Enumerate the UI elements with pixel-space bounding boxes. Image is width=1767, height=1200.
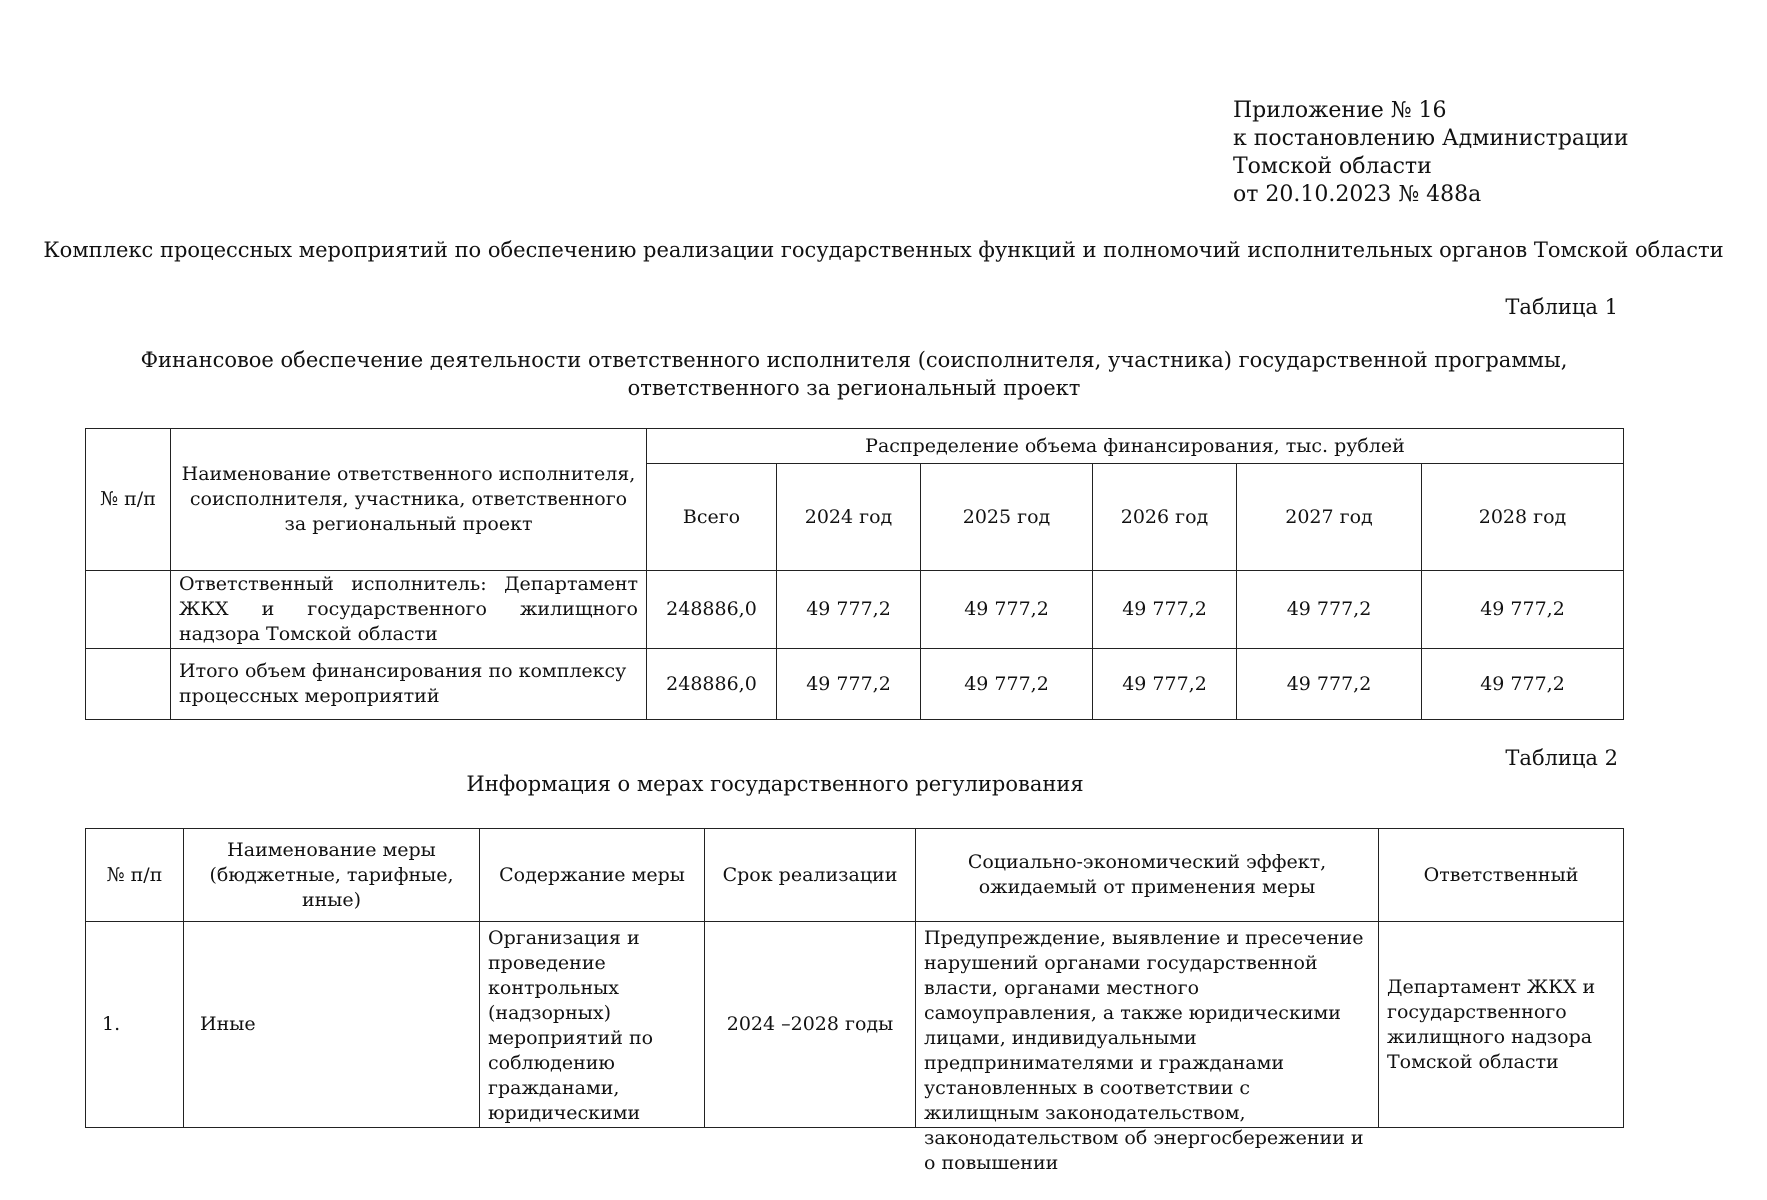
- header-cell-responsible: Ответственный: [1379, 829, 1624, 922]
- cell-value: 49 777,2: [1422, 571, 1624, 649]
- header-cell-year: 2027 год: [1237, 464, 1422, 571]
- header-cell-year: 2024 год: [777, 464, 921, 571]
- cell-total: 248886,0: [647, 649, 777, 720]
- appendix-block: [1233, 97, 1629, 209]
- header-cell-year: 2025 год: [921, 464, 1093, 571]
- cell-num: 1.: [86, 922, 184, 1128]
- cell-term: 2024 –2028 годы: [705, 922, 916, 1128]
- header-cell-year: 2028 год: [1422, 464, 1624, 571]
- cell-num: [86, 571, 171, 649]
- table1-title: Финансовое обеспечение деятельности ответственного исполнителя (соисполнителя, участника) государственной программы, ответственного за региональный проект: [140, 348, 1568, 400]
- appendix-line: Приложение № 16: [1233, 98, 1447, 123]
- header-cell-effect: Социально-экономический эффект, ожидаемый от применения меры: [916, 829, 1379, 922]
- table-row: [86, 571, 1624, 649]
- cell-effect-text: Предупреждение, выявление и пресечение нарушений органами государственной власти, органами местного самоуправления, а также юридическими лицами, индивидуальными предпринимателями и гражданами установленных в соответствии с жилищным законодательством, законодательством об энергосбережении и о повышении: [924, 927, 1364, 1174]
- table-header-row: [86, 429, 1624, 464]
- cell-effect: [916, 922, 1379, 1174]
- cell-responsible: Департамент ЖКХ и государственного жилищного надзора Томской области: [1379, 922, 1624, 1128]
- header-cell-num: № п/п: [86, 829, 184, 922]
- regulation-table: [85, 828, 1624, 1174]
- cell-name: Итого объем финансирования по комплексу процессных мероприятий: [171, 649, 647, 720]
- table2-label: Таблица 2: [1505, 746, 1618, 770]
- cell-value: 49 777,2: [921, 649, 1093, 720]
- header-cell-total: Всего: [647, 464, 777, 571]
- cell-value: 49 777,2: [1093, 649, 1237, 720]
- header-cell-name: Наименование ответственного исполнителя, соисполнителя, участника, ответственного за региональный проект: [171, 429, 647, 571]
- cell-value: 49 777,2: [1237, 571, 1422, 649]
- cell-total: 248886,0: [647, 571, 777, 649]
- financing-table: [85, 428, 1624, 720]
- cell-value: 49 777,2: [777, 649, 921, 720]
- table-header-row: [86, 829, 1624, 922]
- appendix-line: к постановлению Администрации: [1233, 126, 1629, 151]
- cell-value: 49 777,2: [1422, 649, 1624, 720]
- header-cell-content: Содержание меры: [480, 829, 705, 922]
- header-cell-distribution: Распределение объема финансирования, тыс. рублей: [647, 429, 1624, 464]
- table-row: [86, 922, 1624, 1128]
- document-title: Комплекс процессных мероприятий по обеспечению реализации государственных функций и полномочий исполнительных органов Томской области: [43, 238, 1724, 262]
- cell-content: [480, 922, 705, 1128]
- header-cell-name: Наименование меры (бюджетные, тарифные, иные): [184, 829, 480, 922]
- table2-title: Информация о мерах государственного регулирования: [466, 772, 1084, 796]
- table-row: [86, 649, 1624, 720]
- cell-value: 49 777,2: [1237, 649, 1422, 720]
- cell-content-text: Организация и проведение контрольных (надзорных) мероприятий по соблюдению гражданами, юридическими: [488, 927, 654, 1124]
- cell-name: Иные: [184, 922, 480, 1128]
- appendix-line: Томской области: [1233, 154, 1432, 179]
- cell-value: 49 777,2: [777, 571, 921, 649]
- appendix-line: от 20.10.2023 № 488а: [1233, 182, 1482, 207]
- header-cell-term: Срок реализации: [705, 829, 916, 922]
- table1-label: Таблица 1: [1505, 295, 1618, 319]
- header-cell-year: 2026 год: [1093, 464, 1237, 571]
- cell-value: 49 777,2: [1093, 571, 1237, 649]
- header-cell-num: № п/п: [86, 429, 171, 571]
- cell-name: Ответственный исполнитель: Департамент ЖКХ и государственного жилищного надзора Томской области: [171, 571, 647, 649]
- cell-value: 49 777,2: [921, 571, 1093, 649]
- cell-num: [86, 649, 171, 720]
